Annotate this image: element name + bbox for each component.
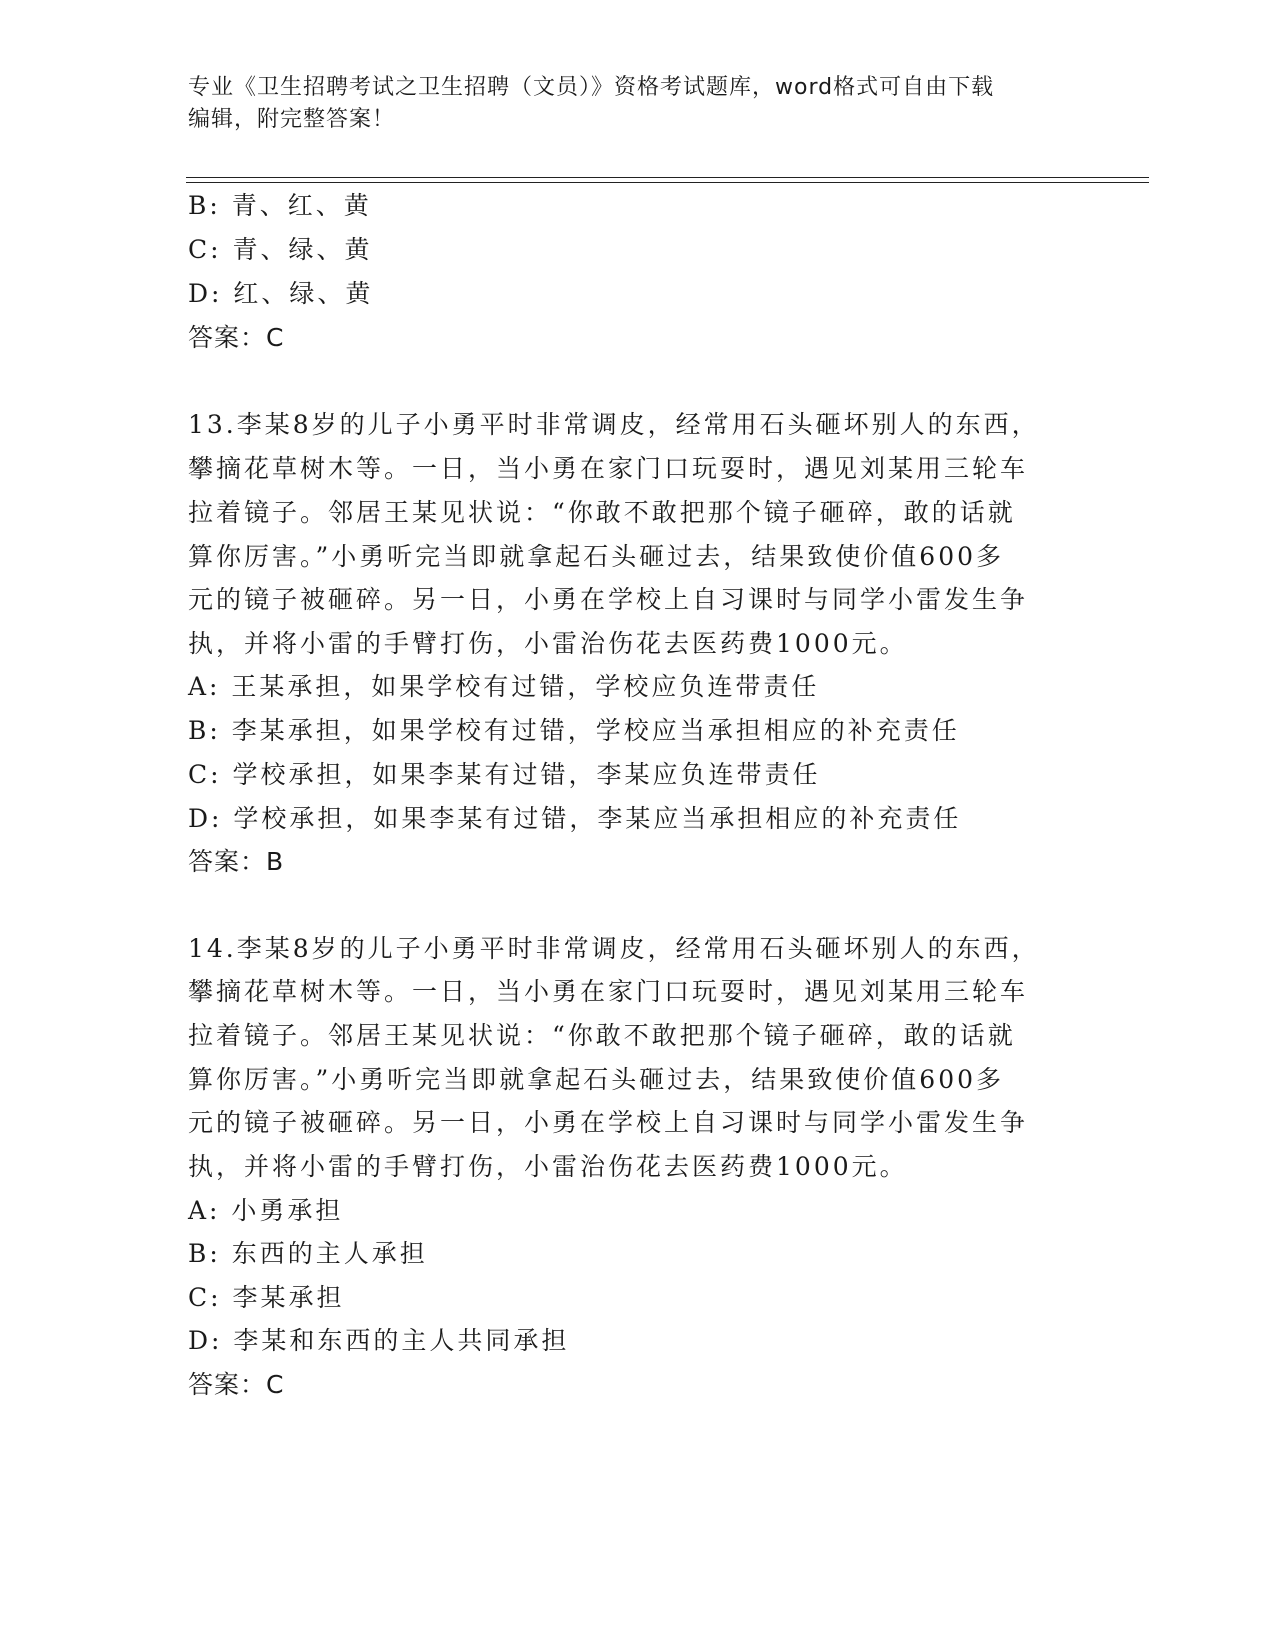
question-stem-line: 14.李某8岁的儿子小勇平时非常调皮，经常用石头砸坏别人的东西， bbox=[188, 934, 1040, 963]
question-stem-line: 执，并将小雷的手臂打伤，小雷治伤花去医药费1000元。 bbox=[188, 629, 908, 658]
question-stem-line: 算你厉害。”小勇听完当即就拿起石头砸过去，结果致使价值600多 bbox=[188, 542, 1005, 571]
option-c: C: 李某承担 bbox=[188, 1283, 345, 1312]
question-stem-line: 执，并将小雷的手臂打伤，小雷治伤花去医药费1000元。 bbox=[188, 1152, 908, 1181]
option-d: D: 学校承担，如果李某有过错，李某应当承担相应的补充责任 bbox=[188, 804, 962, 833]
option-d: D: 红、绿、黄 bbox=[188, 279, 374, 308]
header-line-2: 编辑，附完整答案！ bbox=[188, 107, 396, 132]
header-divider-top bbox=[186, 177, 1149, 178]
question-stem-line: 13.李某8岁的儿子小勇平时非常调皮，经常用石头砸坏别人的东西， bbox=[188, 410, 1040, 439]
question-stem-line: 元的镜子被砸碎。另一日，小勇在学校上自习课时与同学小雷发生争 bbox=[188, 1108, 1029, 1137]
header-divider-bottom bbox=[186, 182, 1149, 183]
question-stem-line: 攀摘花草树木等。一日，当小勇在家门口玩耍时，遇见刘某用三轮车 bbox=[188, 454, 1029, 483]
question-stem-line: 拉着镜子。邻居王某见状说：“你敢不敢把那个镜子砸碎，敢的话就 bbox=[188, 1021, 1016, 1050]
question-stem-line: 算你厉害。”小勇听完当即就拿起石头砸过去，结果致使价值600多 bbox=[188, 1065, 1005, 1094]
answer-line: 答案：C bbox=[188, 1370, 285, 1399]
option-a: A: 小勇承担 bbox=[188, 1196, 344, 1225]
option-a: A: 王某承担，如果学校有过错，学校应负连带责任 bbox=[188, 672, 820, 701]
option-b: B: 李某承担，如果学校有过错，学校应当承担相应的补充责任 bbox=[188, 716, 960, 745]
option-c: C: 青、绿、黄 bbox=[188, 235, 373, 264]
page-header bbox=[188, 72, 1068, 136]
header-line-1: 专业《卫生招聘考试之卫生招聘（文员）》资格考试题库，word格式可自由下载 bbox=[188, 75, 995, 100]
question-stem-line: 攀摘花草树木等。一日，当小勇在家门口玩耍时，遇见刘某用三轮车 bbox=[188, 977, 1029, 1006]
option-b: B: 东西的主人承担 bbox=[188, 1239, 428, 1268]
option-b: B: 青、红、黄 bbox=[188, 191, 372, 220]
question-stem-line: 元的镜子被砸碎。另一日，小勇在学校上自习课时与同学小雷发生争 bbox=[188, 585, 1029, 614]
question-stem-line: 拉着镜子。邻居王某见状说：“你敢不敢把那个镜子砸碎，敢的话就 bbox=[188, 498, 1016, 527]
answer-line: 答案：C bbox=[188, 323, 285, 352]
option-c: C: 学校承担，如果李某有过错，李某应负连带责任 bbox=[188, 760, 821, 789]
answer-line: 答案：B bbox=[188, 847, 285, 876]
option-d: D: 李某和东西的主人共同承担 bbox=[188, 1326, 570, 1355]
